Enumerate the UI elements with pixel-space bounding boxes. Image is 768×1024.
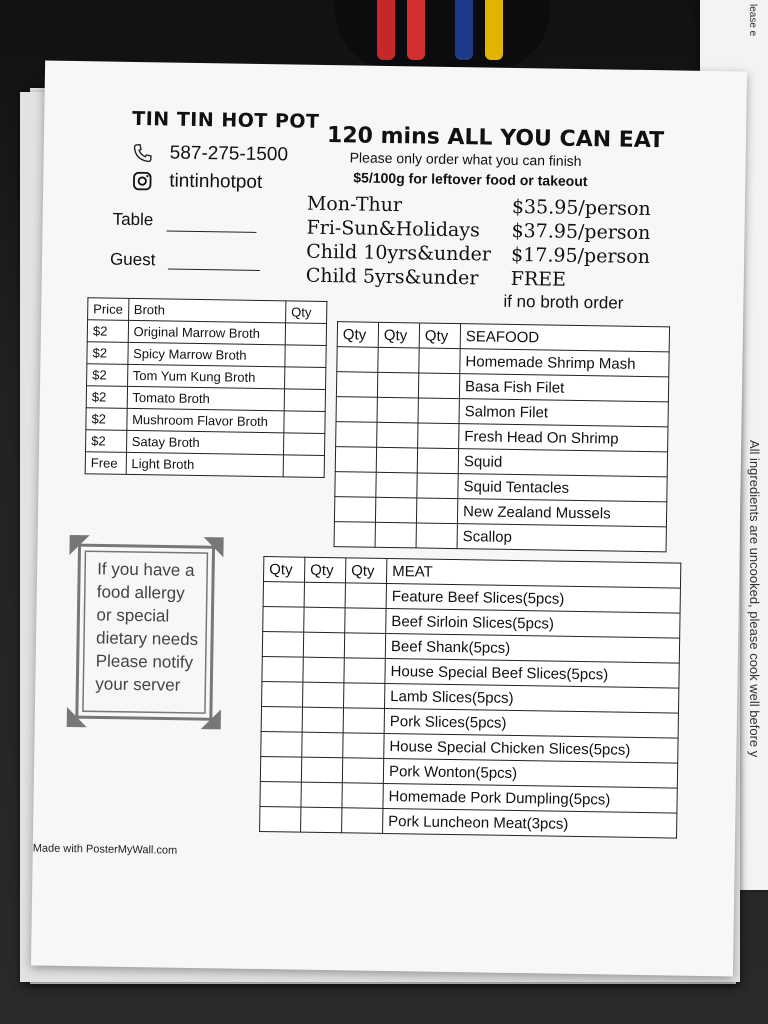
qty-cell[interactable]	[344, 683, 385, 709]
qty-cell[interactable]	[335, 447, 376, 473]
qty-cell[interactable]	[336, 372, 377, 398]
col-qty: Qty	[337, 322, 378, 348]
qty-cell[interactable]	[260, 757, 301, 783]
qty-cell[interactable]	[342, 758, 383, 784]
allergy-line: Please notify	[95, 651, 194, 672]
pricing-label: Mon-Thur	[306, 192, 403, 217]
meat-item: House Special Chicken Slices(5pcs)	[384, 733, 678, 763]
meat-item: Pork Slices(5pcs)	[384, 708, 678, 738]
qty-cell[interactable]	[284, 411, 325, 434]
pricing-label: Child 5yrs&under	[305, 264, 479, 290]
qty-cell[interactable]	[262, 657, 303, 683]
broth-name: Spicy Marrow Broth	[128, 342, 286, 366]
col-qty: Qty	[378, 322, 419, 348]
pricing-list	[306, 193, 698, 299]
allergy-notice	[65, 533, 226, 731]
qty-cell[interactable]	[302, 707, 343, 733]
side-sheet-text: All ingredients are uncooked, please cook well before y	[747, 440, 762, 758]
seafood-item: Fresh Head On Shrimp	[459, 424, 668, 452]
qty-cell[interactable]	[418, 373, 459, 399]
qty-cell[interactable]	[335, 472, 376, 498]
qty-cell[interactable]	[301, 782, 342, 808]
pricing-label: Child 10yrs&under	[306, 240, 492, 266]
allergy-line: your server	[95, 674, 181, 695]
allergy-line: or special	[96, 605, 170, 626]
seafood-item: New Zealand Mussels	[457, 499, 666, 527]
order-sheet	[31, 61, 747, 977]
qty-cell[interactable]	[262, 632, 303, 658]
table-field[interactable]	[166, 230, 256, 232]
qty-cell[interactable]	[375, 497, 416, 523]
col-qty: Qty	[345, 558, 386, 584]
qty-cell[interactable]	[285, 367, 326, 390]
pricing-price: $37.95/person	[511, 219, 651, 245]
qty-cell[interactable]	[418, 423, 459, 449]
seafood-item: Basa Fish Filet	[459, 374, 668, 402]
qty-cell[interactable]	[301, 757, 342, 783]
col-qty: Qty	[286, 301, 327, 324]
meat-item: House Special Beef Slices(5pcs)	[385, 658, 679, 688]
instagram-icon	[131, 170, 153, 192]
table-label: Table	[112, 209, 154, 230]
page-title: 120 mins ALL YOU CAN EAT	[326, 122, 665, 154]
qty-cell[interactable]	[377, 397, 418, 423]
seafood-item: Squid	[458, 449, 667, 477]
meat-item: Feature Beef Slices(5pcs)	[386, 583, 680, 613]
qty-cell[interactable]	[416, 523, 457, 549]
broth-price: $2	[87, 320, 128, 343]
table-row	[85, 452, 324, 478]
blue-pen	[455, 0, 473, 60]
red-pen	[377, 0, 395, 60]
qty-cell[interactable]	[304, 582, 345, 608]
allergy-line: If you have a	[97, 559, 195, 580]
qty-cell[interactable]	[345, 608, 386, 634]
seafood-item: Homemade Shrimp Mash	[460, 349, 669, 377]
seafood-item: Squid Tentacles	[458, 474, 667, 502]
qty-cell[interactable]	[378, 347, 419, 373]
qty-cell[interactable]	[377, 422, 418, 448]
qty-cell[interactable]	[262, 682, 303, 708]
pricing-price: $35.95/person	[511, 195, 651, 221]
qty-cell[interactable]	[417, 473, 458, 499]
qty-cell[interactable]	[375, 522, 416, 548]
broth-price: Free	[85, 452, 126, 475]
qty-cell[interactable]	[263, 582, 304, 608]
qty-cell[interactable]	[301, 807, 342, 833]
meat-item: Homemade Pork Dumpling(5pcs)	[383, 783, 677, 813]
broth-name: Tom Yum Kung Broth	[127, 364, 285, 388]
qty-cell[interactable]	[302, 732, 343, 758]
qty-cell[interactable]	[336, 422, 377, 448]
phone-number: 587-275-1500	[169, 142, 289, 166]
guest-label: Guest	[109, 249, 156, 270]
qty-cell[interactable]	[285, 345, 326, 368]
qty-cell[interactable]	[342, 808, 383, 834]
credit-text: Made with PosterMyWall.com	[32, 842, 178, 857]
seafood-item: Salmon Filet	[459, 399, 668, 427]
qty-cell[interactable]	[343, 733, 384, 759]
meat-item: Pork Wonton(5pcs)	[383, 758, 677, 788]
col-qty: Qty	[263, 557, 304, 583]
broth-name: Satay Broth	[126, 430, 284, 454]
seafood-item: Scallop	[457, 524, 666, 552]
yellow-pen	[485, 0, 503, 60]
col-price: Price	[88, 298, 129, 321]
col-meat: MEAT	[386, 558, 680, 588]
broth-price: $2	[87, 342, 128, 365]
qty-cell[interactable]	[303, 657, 344, 683]
meat-item: Pork Luncheon Meat(3pcs)	[383, 808, 677, 838]
allergy-message	[95, 557, 199, 697]
broth-table	[85, 297, 328, 478]
qty-cell[interactable]	[343, 708, 384, 734]
allergy-line: food allergy	[96, 582, 185, 603]
pricing-price: $17.95/person	[510, 243, 651, 269]
broth-price: $2	[86, 408, 127, 431]
guest-field[interactable]	[168, 268, 260, 270]
col-seafood: SEAFOOD	[460, 324, 669, 352]
qty-cell[interactable]	[304, 607, 345, 633]
broth-name: Tomato Broth	[127, 386, 285, 410]
qty-cell[interactable]	[377, 372, 418, 398]
restaurant-name: TIN TIN HOT POT	[132, 107, 320, 133]
pricing-price: FREE	[510, 267, 567, 291]
qty-cell[interactable]	[261, 732, 302, 758]
pen-cup	[335, 0, 550, 70]
broth-name: Mushroom Flavor Broth	[126, 408, 284, 432]
order-note: Please only order what you can finish	[349, 149, 582, 169]
qty-cell[interactable]	[260, 807, 301, 833]
qty-cell[interactable]	[263, 607, 304, 633]
pricing-label: Fri-Sun&Holidays	[306, 216, 481, 242]
qty-cell[interactable]	[418, 398, 459, 424]
qty-cell[interactable]	[283, 455, 324, 478]
qty-cell[interactable]	[334, 522, 375, 548]
seafood-table	[334, 321, 671, 552]
qty-cell[interactable]	[334, 497, 375, 523]
red-pen	[407, 0, 425, 60]
qty-cell[interactable]	[344, 633, 385, 659]
broth-price: $2	[87, 364, 128, 387]
allergy-line: dietary needs	[95, 628, 199, 650]
qty-cell[interactable]	[345, 583, 386, 609]
qty-cell[interactable]	[342, 783, 383, 809]
meat-item: Beef Shank(5pcs)	[385, 633, 679, 663]
table-row	[260, 807, 677, 839]
qty-cell[interactable]	[337, 347, 378, 373]
qty-cell[interactable]	[344, 658, 385, 684]
col-qty: Qty	[419, 323, 460, 349]
qty-cell[interactable]	[261, 707, 302, 733]
pricing-note: if no broth order	[503, 291, 624, 313]
phone-icon	[132, 142, 154, 164]
qty-cell[interactable]	[416, 498, 457, 524]
qty-cell[interactable]	[285, 323, 326, 346]
qty-cell[interactable]	[303, 632, 344, 658]
broth-name: Light Broth	[126, 452, 284, 476]
qty-cell[interactable]	[376, 447, 417, 473]
col-qty: Qty	[304, 557, 345, 583]
broth-name: Original Marrow Broth	[128, 320, 286, 344]
instagram-handle: tintinhotpot	[169, 170, 263, 193]
col-broth: Broth	[128, 298, 286, 322]
qty-cell[interactable]	[417, 448, 458, 474]
qty-cell[interactable]	[283, 433, 324, 456]
qty-cell[interactable]	[419, 348, 460, 374]
leftover-note: $5/100g for leftover food or takeout	[353, 169, 588, 190]
meat-table	[259, 556, 681, 839]
table-row	[334, 522, 666, 552]
qty-cell[interactable]	[376, 472, 417, 498]
qty-cell[interactable]	[336, 397, 377, 423]
meat-item: Beef Sirloin Slices(5pcs)	[386, 608, 680, 638]
meat-item: Lamb Slices(5pcs)	[385, 683, 679, 713]
qty-cell[interactable]	[284, 389, 325, 412]
side-sheet-corner: lease e	[747, 4, 758, 37]
qty-cell[interactable]	[303, 682, 344, 708]
broth-price: $2	[86, 386, 127, 409]
broth-price: $2	[86, 430, 127, 453]
qty-cell[interactable]	[260, 782, 301, 808]
